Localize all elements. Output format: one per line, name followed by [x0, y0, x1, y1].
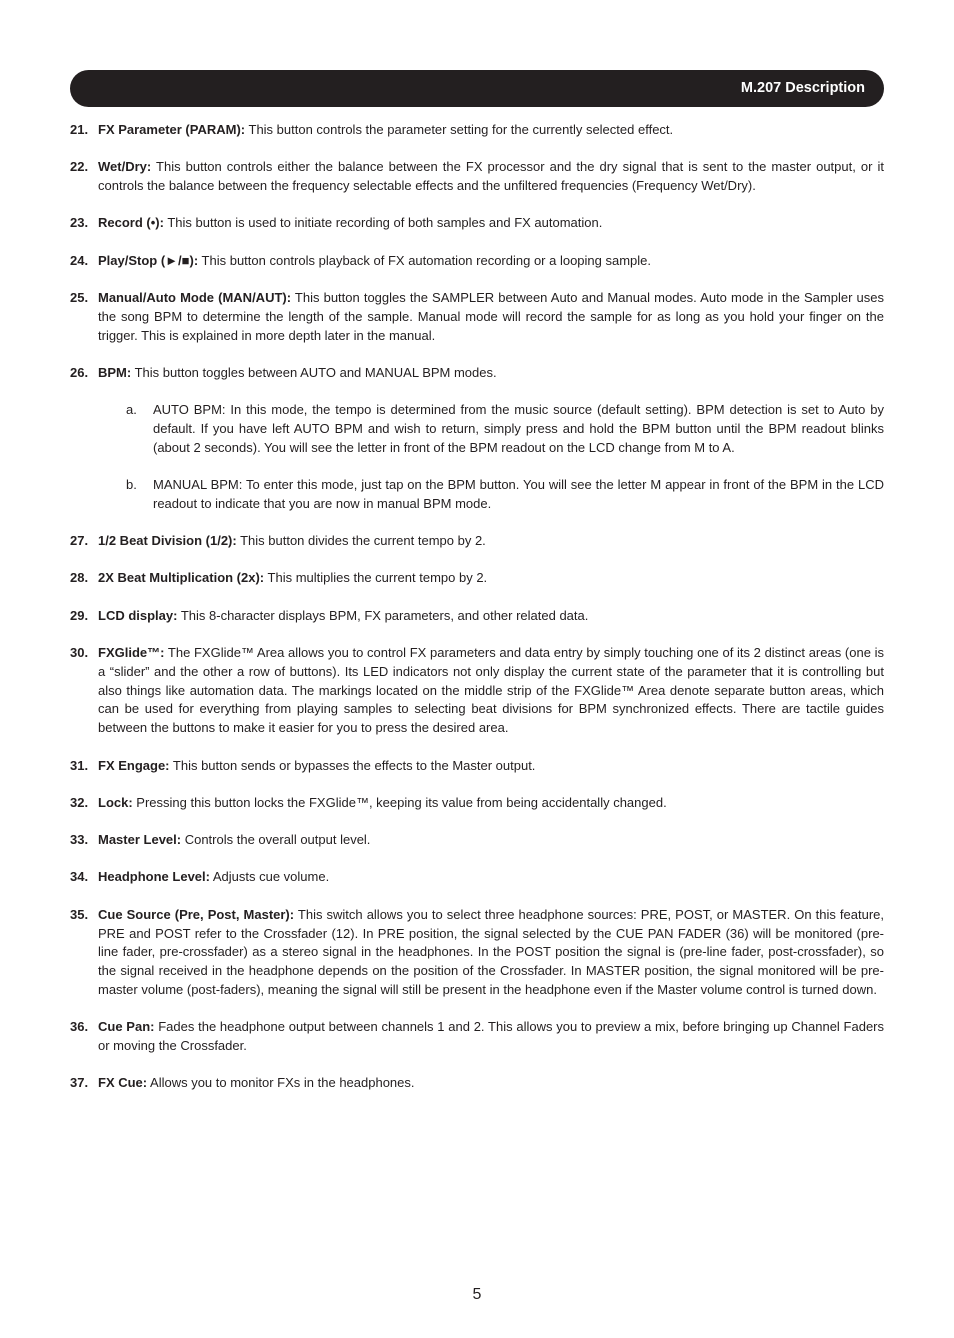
item-number: 35. — [70, 906, 89, 922]
sub-list-item — [98, 401, 884, 457]
item-description: This 8-character displays BPM, FX parameters, and other related data. — [177, 607, 589, 623]
item-description: Controls the overall output level. — [181, 832, 371, 848]
list-item — [70, 906, 884, 1000]
item-number: 28. — [70, 570, 89, 586]
list-item — [70, 1074, 884, 1093]
sub-item-letter: a. — [126, 402, 137, 418]
item-description: This button controls the parameter setting for the currently selected effect. — [245, 122, 674, 137]
item-number: 32. — [70, 794, 89, 810]
item-term: Cue Pan: — [98, 1019, 155, 1035]
item-term: FXGlide™: — [98, 645, 165, 661]
sub-item-description: MANUAL BPM: To enter this mode, just tap on the BPM button. You will see the letter M appear in front of the BPM in the LCD readout to indicate that you are now in manual BPM mode. — [153, 477, 884, 511]
item-description: Adjusts cue volume. — [209, 869, 330, 885]
item-description: This switch allows you to select three headphone sources: PRE, POST, or MASTER. On this feature, PRE and POST refer to the Crossfader (12). In PRE position, the signal selected by the CUE PAN FADER (36) will be monitored (pre-line fader, pre-crossfader) as a stereo signal in the headphones. In the POST position the signal is (pre-line fader, post-crossfader), so the signal received in the headphone depends on the position of the Crossfader. In MASTER position, the signal monitored will be pre-master volume (post-faders), meaning the signal will still be present in the headphone even if the Master volume control is turned down. — [98, 906, 884, 997]
item-term: LCD display: — [98, 607, 178, 623]
list-item — [70, 121, 884, 140]
item-term: 1/2 Beat Division (1/2): — [98, 533, 237, 549]
item-number: 34. — [70, 869, 89, 885]
item-term: FX Cue: — [98, 1075, 148, 1091]
description-list — [70, 121, 884, 1112]
item-number: 26. — [70, 364, 89, 380]
list-item — [70, 607, 884, 626]
item-number: 36. — [70, 1019, 89, 1035]
item-term: FX Engage: — [98, 757, 170, 773]
list-item — [70, 158, 884, 196]
item-term: FX Parameter (PARAM): — [98, 122, 246, 137]
item-description: This button toggles between AUTO and MANUAL BPM modes. — [131, 364, 497, 380]
list-item — [70, 569, 884, 588]
list-item — [70, 831, 884, 850]
item-term: Play/Stop (►/■): — [98, 252, 199, 268]
item-description: This button toggles the SAMPLER between Auto and Manual modes. Auto mode in the Sampler uses the song BPM to determine the length of the sample. Manual mode will record the sample for as long as you hold your finger on the trigger. This is explained in more depth later in the manual. — [98, 289, 884, 343]
list-item — [70, 532, 884, 551]
list-item — [70, 868, 884, 887]
item-term: Lock: — [98, 794, 133, 810]
list-item — [70, 252, 884, 271]
item-number: 29. — [70, 607, 89, 623]
item-description: Allows you to monitor FXs in the headphones. — [147, 1075, 415, 1091]
item-number: 33. — [70, 832, 89, 848]
list-item — [70, 289, 884, 345]
item-description: This button controls playback of FX automation recording or a looping sample. — [198, 252, 652, 268]
item-term: Manual/Auto Mode (MAN/AUT): — [98, 289, 292, 305]
item-term: BPM: — [98, 364, 132, 380]
item-description: The FXGlide™ Area allows you to control FX parameters and data entry by simply touching one of its 2 distinct areas (one is a “slider” and the other a row of buttons). Its LED indicators not only display the current state of the parameter that it is controlling but also things like automation data. The markings located on the middle strip of the FXGlide™ Area denote separate button areas, which can be used for everything from playing samples to selecting beat divisions for BPM synchronized effects. There are tactile guides between the buttons to make it easier for you to press the desired area. — [98, 645, 884, 736]
item-number: 25. — [70, 289, 89, 305]
item-number: 24. — [70, 252, 89, 268]
item-description: This button controls either the balance between the FX processor and the dry signal that is sent to the master output, or it controls the balance between the frequency selectable effects and the unfiltered frequencies (Frequency Wet/Dry). — [98, 159, 884, 194]
sub-item-letter: b. — [126, 477, 137, 493]
item-term: Headphone Level: — [98, 869, 210, 885]
item-description: This button sends or bypasses the effects to the Master output. — [169, 757, 536, 773]
item-term: Cue Source (Pre, Post, Master): — [98, 906, 295, 922]
item-number: 30. — [70, 645, 89, 661]
list-item — [70, 364, 884, 514]
item-number: 21. — [70, 122, 89, 137]
item-number: 22. — [70, 159, 89, 175]
item-description: This button divides the current tempo by 2. — [236, 533, 486, 549]
item-term: Master Level: — [98, 832, 182, 848]
list-item — [70, 214, 884, 233]
list-item — [70, 1018, 884, 1056]
item-description: This button is used to initiate recording of both samples and FX automation. — [163, 215, 603, 231]
item-term: Record (•): — [98, 215, 164, 231]
item-description: This multiplies the current tempo by 2. — [264, 570, 488, 586]
item-number: 31. — [70, 757, 89, 773]
sub-list-item — [98, 476, 884, 514]
page-number: 5 — [472, 1286, 482, 1303]
item-number: 37. — [70, 1075, 89, 1091]
list-item — [70, 794, 884, 813]
section-title: M.207 Description — [740, 80, 865, 96]
item-description: Pressing this button locks the FXGlide™, keeping its value from being accidentally changed. — [132, 794, 667, 810]
item-number: 23. — [70, 215, 89, 231]
section-header-bar — [70, 70, 884, 107]
list-item — [70, 644, 884, 738]
list-item — [70, 757, 884, 776]
item-term: 2X Beat Multiplication (2x): — [98, 570, 265, 586]
item-term: Wet/Dry: — [98, 159, 152, 175]
item-number: 27. — [70, 533, 89, 549]
sub-item-description: AUTO BPM: In this mode, the tempo is determined from the music source (default setting). BPM detection is set to Auto by default. If you have left AUTO BPM and wish to return, simply press and hold the BPM button until the BPM readout blinks (about 2 seconds). You will see the letter in front of the BPM readout on the LCD change from M to A. — [153, 402, 884, 455]
sub-list — [98, 401, 884, 513]
item-description: Fades the headphone output between channels 1 and 2. This allows you to preview a mix, before bringing up Channel Faders or moving the Crossfader. — [98, 1019, 885, 1053]
